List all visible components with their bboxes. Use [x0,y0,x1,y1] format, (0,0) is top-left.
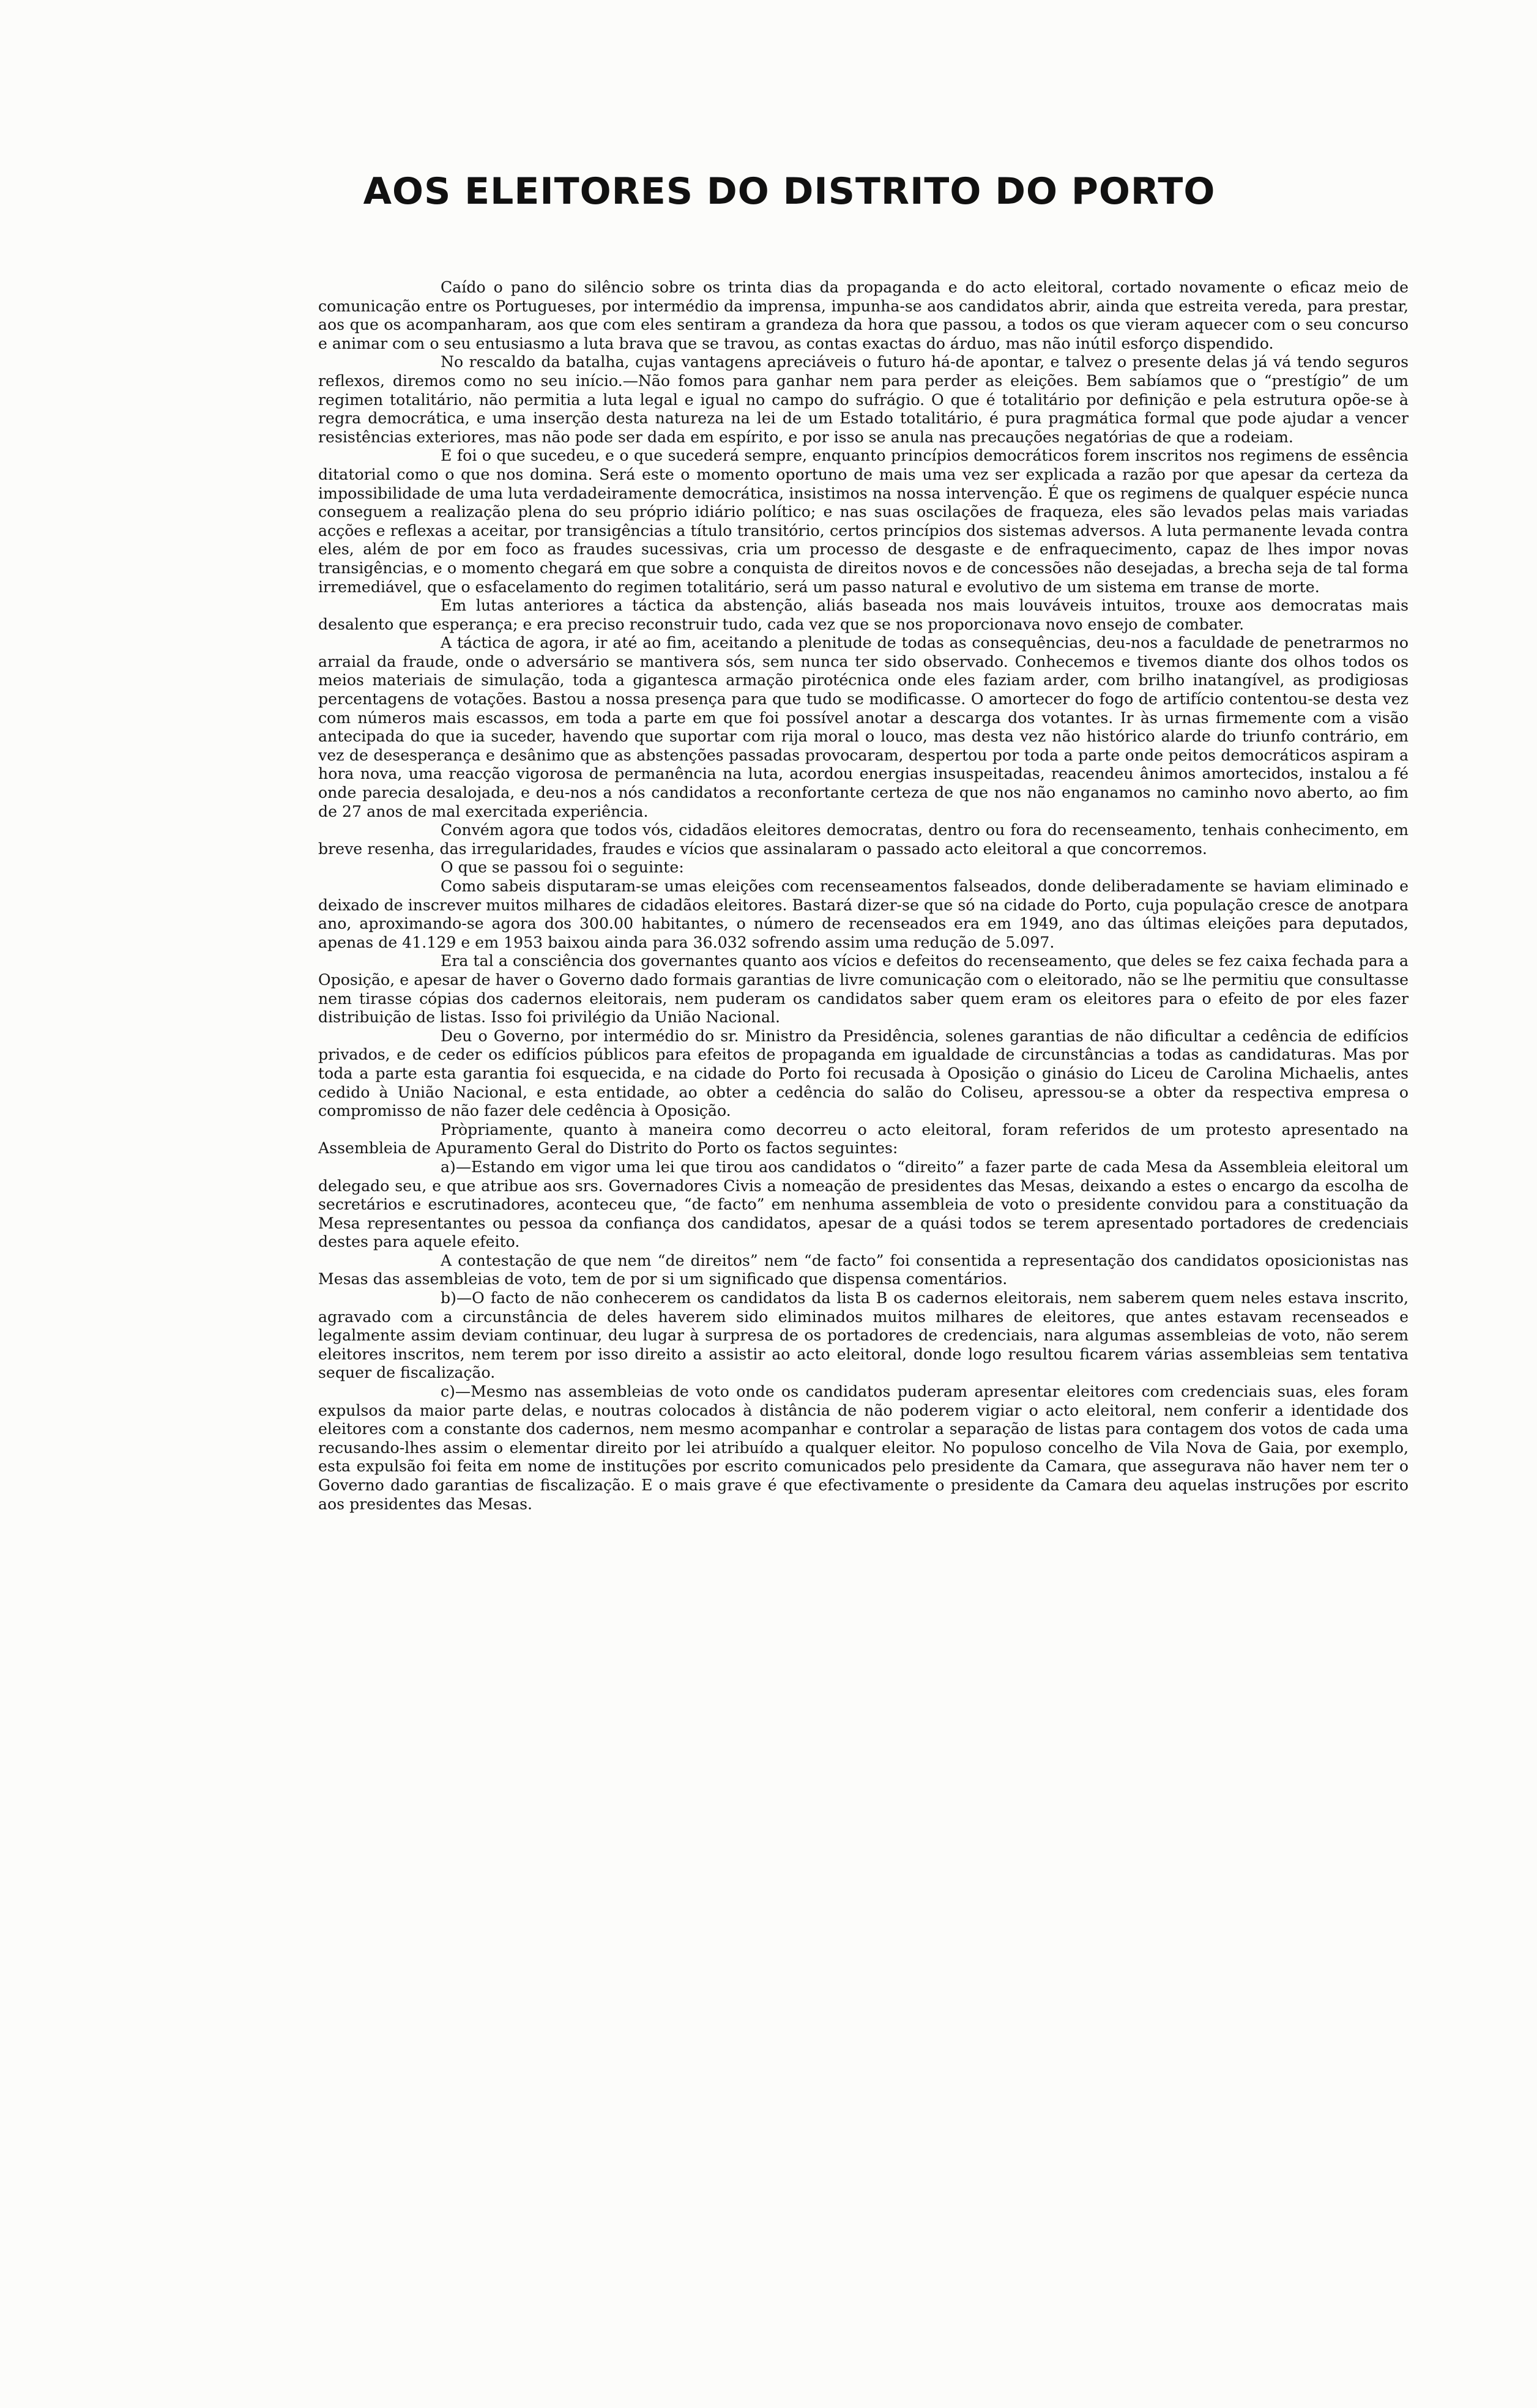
paragraph-5: A táctica de agora, ir até ao fim, aceitando a plenitude de todas as consequências, deu-nos a faculdade de penetrarmos no arraial da fraude, onde o adversário se mantivera sós, sem nunca ter sido observado. Conhecemos e tivemos diante dos olhos todos os meios materiais de simulação, toda a gigantesca armação pirotécnica onde eles faziam arder, com brilho inatangível, as prodigiosas percentagens de votações. Bastou a nossa presença para que tudo se modificasse. O amortecer do fogo de artifício contentou-se desta vez com números mais escassos, em toda a parte em que foi possível anotar a descarga dos votantes. Ir às urnas firmemente com a visão antecipada do que ia suceder, havendo que suportar com rija moral o louco, mas desta vez não histórico alarde do triunfo contrário, em vez de desesperança e desânimo que as abstenções passadas provocaram, despertou por toda a parte onde peitos democráticos aspiram a hora nova, uma reacção vigorosa de permanência na luta, acordou energias insuspeitadas, reacendeu ânimos amortecidos, instalou a fé onde parecia desalojada, e deu-nos a nós candidatos a reconfortante certeza de que nos não enganamos no caminho novo aberto, ao fim de 27 anos de mal exercitada experiência. [318,634,1409,820]
document-body [318,278,1409,1514]
paragraph-7: O que se passou foi o seguinte: [441,858,684,877]
paragraph-3: E foi o que sucedeu, e o que sucederá sempre, enquanto princípios democráticos forem inscritos nos regimens de essência ditatorial como o que nos domina. Será este o momento oportuno de mais uma vez ser explicada a razão por que apesar da certeza da impossibilidade de uma luta verdadeiramente democrática, insistimos na nossa intervenção. É que os regimens de qualquer espécie nunca conseguem a realização plena do seu próprio idiário político; e nas suas oscilações de fraqueza, eles são levados pelas mais variadas acções e reflexas a aceitar, por transigências a título transitório, certos princípios dos sistemas adversos. A luta permanente levada contra eles, além de por em foco as fraudes sucessivas, cria um processo de desgaste e de enfraquecimento, capaz de lhes impor novas transigências, e o momento chegará em que sobre a conquista de direitos novos e de concessões não desejadas, a brecha seja de tal forma irremediável, que o esfacelamento do regimen totalitário, será um passo natural e evolutivo de um sistema em transe de morte. [318,447,1409,596]
paragraph-15: c)—Mesmo nas assembleias de voto onde os candidatos puderam apresentar eleitores com credenciais suas, eles foram expulsos da maior parte delas, e noutras colocados à distância de não poderem vigiar o acto eleitoral, nem conferir a identidade dos eleitores com a constante dos cadernos, nem mesmo acompanhar e controlar a separação de listas para contagem dos votos de cada uma recusando-lhes assim o elementar direito por lei atribuído a qualquer eleitor. No populoso concelho de Vila Nova de Gaia, por exemplo, esta expulsão foi feita em nome de instituções por escrito comunicados pelo presidente da Camara, que assegurava não haver nem ter o Governo dado garantias de fiscalização. E o mais grave é que efectivamente o presidente da Camara deu aquelas instruções por escrito aos presidentes das Mesas. [318,1383,1409,1513]
paragraph-11: Pròpriamente, quanto à maneira como decorreu o acto eleitoral, foram referidos de um protesto apresentado na Assembleia de Apuramento Geral do Distrito do Porto os factos seguintes: [318,1120,1409,1158]
paragraph-10: Deu o Governo, por intermédio do sr. Ministro da Presidência, solenes garantias de não dificultar a cedência de edifícios privados, e de ceder os edifícios públicos para efeitos de propaganda em igualdade de circunstâncias a todas as candidaturas. Mas por toda a parte esta garantia foi esquecida, e na cidade do Porto foi recusada à Oposição o ginásio do Liceu de Carolina Michaelis, antes cedido à União Nacional, e esta entidade, ao obter a cedência do salão do Coliseu, apressou-se a obter da respectiva empresa o compromisso de não fazer dele cedência à Oposição. [318,1027,1409,1120]
paragraph-8: Como sabeis disputaram-se umas eleições com recenseamentos falseados, donde deliberadamente se haviam eliminado e deixado de inscrever muitos milhares de cidadãos eleitores. Bastará dizer-se que só na cidade do Porto, cuja população cresce de anotpara ano, aproximando-se agora dos 300.00 habitantes, o número de recenseados era em 1949, ano das últimas eleições para deputados, apenas de 41.129 e em 1953 baixou ainda para 36.032 sofrendo assim uma redução de 5.097. [318,877,1409,951]
paragraph-9: Era tal a consciência dos governantes quanto aos vícios e defeitos do recenseamento, que deles se fez caixa fechada para a Oposição, e apesar de haver o Governo dado formais garantias de livre comunicação com o eleitorado, não se lhe permitiu que consultasse nem tirasse cópias dos cadernos eleitorais, nem puderam os candidatos saber quem eram os eleitores para o efeito de por eles fazer distribuição de listas. Isso foi privilégio da União Nacional. [318,952,1409,1027]
paragraph-13: A contestação de que nem “de direitos” nem “de facto” foi consentida a representação dos candidatos oposicionistas nas Mesas das assembleias de voto, tem de por si um significado que dispensa comentários. [318,1251,1409,1288]
paragraph-4: Em lutas anteriores a táctica da abstenção, aliás baseada nos mais louváveis intuitos, trouxe aos democratas mais desalento que esperança; e era preciso reconstruir tudo, cada vez que se nos proporcionava novo ensejo de combater. [318,596,1409,633]
paragraph-6: Convém agora que todos vós, cidadãos eleitores democratas, dentro ou fora do recenseamento, tenhais conhecimento, em breve resenha, das irregularidades, fraudes e vícios que assinalaram o passado acto eleitoral a que concorremos. [318,821,1409,858]
paragraph-12: a)—Estando em vigor uma lei que tirou aos candidatos o “direito” a fazer parte de cada Mesa da Assembleia eleitoral um delegado seu, e que atribue aos srs. Governadores Civis a nomeação de presidentes das Mesas, deixando a estes o encargo da escolha de secretários e escrutinadores, aconteceu que, “de facto” em nenhuma assembleia de voto o presidente convidou para a constituação da Mesa representantes ou pessoa da confiança dos candidatos, apesar de a quási todos se terem apresentado portadores de credenciais destes para aquele efeito. [318,1158,1409,1251]
document-title: AOS ELEITORES DO DISTRITO DO PORTO [363,170,1216,213]
paragraph-14: b)—O facto de não conhecerem os candidatos da lista B os cadernos eleitorais, nem saberem quem neles estava inscrito, agravado com a circunstância de deles haverem sido eliminados muitos milhares de eleitores, que antes estavam recenseados e legalmente assim deviam continuar, deu lugar à surpresa de os portadores de credenciais, nara algumas assembleias de voto, não serem eleitores inscritos, nem terem por isso direito a assistir ao acto eleitoral, donde logo resultou ficarem várias assembleias sem tentativa sequer de fiscalização. [318,1289,1409,1382]
paragraph-2: No rescaldo da batalha, cujas vantagens apreciáveis o futuro há-de apontar, e talvez o presente delas já vá tendo seguros reflexos, diremos como no seu início.—Não fomos para ganhar nem para perder as eleições. Bem sabíamos que o “prestígio” de um regimen totalitário, não permitia a luta legal e igual no campo do sufrágio. O que é totalitário por definição e pela estrutura opõe-se à regra democrática, e uma inserção desta natureza na lei de um Estado totalitário, é pura pragmática formal que pode ajudar a vencer resistências exteriores, mas não pode ser dada em espírito, e por isso se anula nas precauções negatórias de que a rodeiam. [318,353,1409,446]
paragraph-1: Caído o pano do silêncio sobre os trinta dias da propaganda e do acto eleitoral, cortado novamente o eficaz meio de comunicação entre os Portugueses, por intermédio da imprensa, impunha-se aos candidatos abrir, ainda que estreita vereda, para prestar, aos que os acompanharam, aos que com eles sentiram a grandeza da hora que passou, a todos os que vieram aquecer com o seu concurso e animar com o seu entusiasmo a luta brava que se travou, as contas exactas do árduo, mas não inútil esforço dispendido. [318,278,1409,352]
